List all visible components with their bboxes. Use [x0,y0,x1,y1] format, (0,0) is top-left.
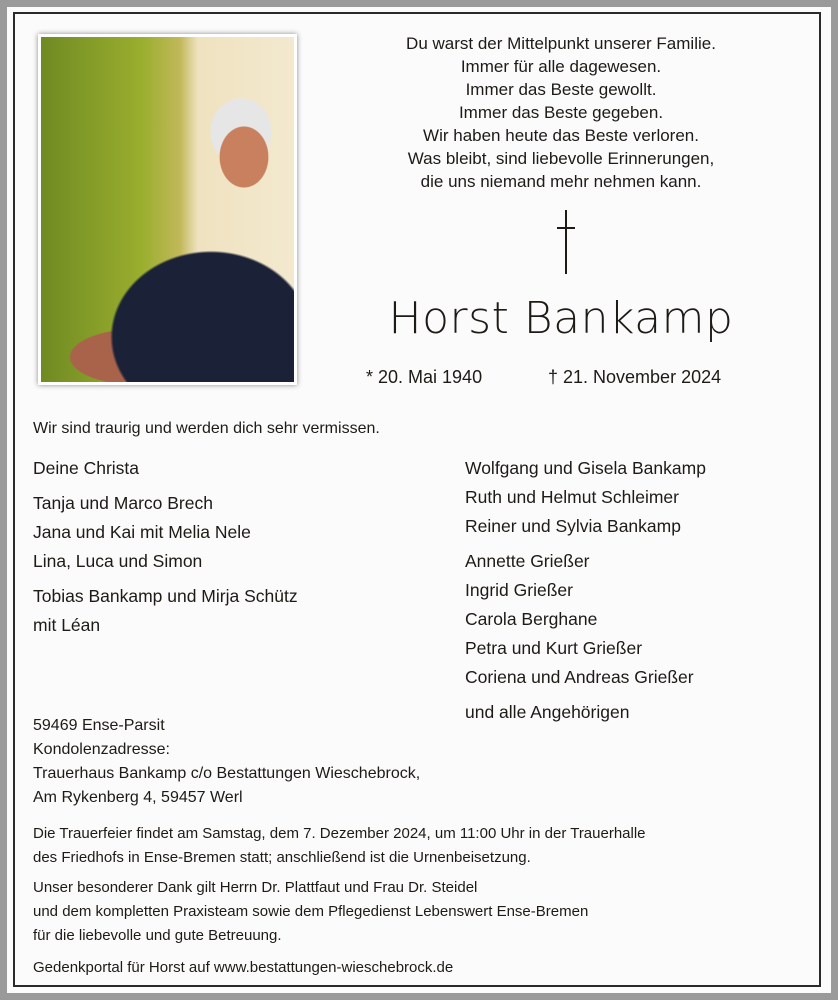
ceremony-block [33,822,646,870]
right-family-list [465,454,706,727]
poem-line: Immer für alle dagewesen. [460,57,662,76]
ceremony-line: Die Trauerfeier findet am Samstag, dem 7. Dezember 2024, um 11:00 Uhr in der Trauerhalle [33,825,646,842]
thanks-block [33,876,588,948]
poem-line: Du warst der Mittelpunkt unserer Familie. [406,34,716,53]
family-member: Coriena und Andreas Grießer [465,667,694,687]
family-member: und alle Angehörigen [465,702,630,722]
cross-icon [557,210,575,274]
family-member: Carola Berghane [465,609,598,629]
family-member: mit Léan [33,615,101,635]
family-member: Ruth und Helmut Schleimer [465,487,679,507]
poem-line: Immer das Beste gegeben. [458,103,664,122]
family-member: Tanja und Marco Brech [33,493,213,513]
left-family-list [33,454,298,640]
family-member: Petra und Kurt Grießer [465,638,643,658]
intro-text: Wir sind traurig und werden dich sehr vermissen. [33,420,380,437]
deceased-name: Horst Bankamp [388,293,734,344]
poem-line: die uns niemand mehr nehmen kann. [420,172,702,191]
poem-line: Immer das Beste gewollt. [465,80,657,99]
birth-date: * 20. Mai 1940 [366,367,483,387]
family-member: Annette Grießer [465,551,590,571]
death-date: † 21. November 2024 [548,367,722,387]
family-member: Jana und Kai mit Melia Nele [33,522,251,542]
family-member: Ingrid Grießer [465,580,573,600]
address-line: Kondolenzadresse: [33,741,170,758]
poem-line: Was bleibt, sind liebevolle Erinnerungen, [407,149,715,168]
poem-line: Wir haben heute das Beste verloren. [423,126,699,145]
portrait-photo [38,34,297,385]
address-block [33,714,420,810]
poem [330,32,792,193]
ceremony-line: des Friedhofs in Ense-Bremen statt; anschließend ist die Urnenbeisetzung. [33,849,531,866]
memorial-portal-link[interactable]: Gedenkportal für Horst auf www.bestattungen-wieschebrock.de [33,959,454,976]
family-member: Tobias Bankamp und Mirja Schütz [33,586,298,606]
thanks-line: und dem kompletten Praxisteam sowie dem Pflegedienst Lebenswert Ense-Bremen [33,903,589,920]
family-member: Wolfgang und Gisela Bankamp [465,458,706,478]
address-line: Trauerhaus Bankamp c/o Bestattungen Wieschebrock, [33,765,421,782]
thanks-line: Unser besonderer Dank gilt Herrn Dr. Plattfaut und Frau Dr. Steidel [33,879,478,896]
address-line: Am Rykenberg 4, 59457 Werl [33,789,243,806]
family-member: Reiner und Sylvia Bankamp [465,516,681,536]
family-member: Lina, Luca und Simon [33,551,203,571]
address-line: 59469 Ense-Parsit [33,717,165,734]
family-member: Deine Christa [33,458,140,478]
thanks-line: für die liebevolle und gute Betreuung. [33,927,282,944]
